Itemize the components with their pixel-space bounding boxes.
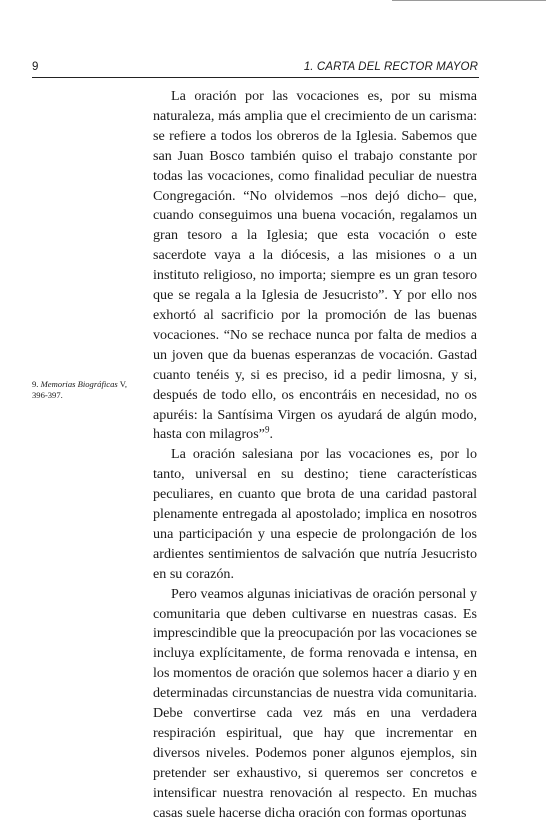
paragraph-text: La oración por las vocaciones es, por su misma naturaleza, más amplia que el crecimiento de un carisma: se refiere a todos los obreros de la Iglesia. Sabemos que san Juan Bosco también quiso el trabajo constante por todas las vocaciones, como finalidad peculiar de nuestra Congregación. “No olvidemos –nos dejó dicho– que, cuando conseguimos una buena vocación, regalamos un gran tesoro a la Iglesia; que esta vocación o este sacerdote vaya a la diócesis, a las misiones o a un instituto religioso, no importa; siempre es un gran tesoro que se regala a la Iglesia de Jesucristo”. Y por ello nos exhortó al sacrificio por la promoción de las buenas vocaciones. “No se rechace nunca por falta de medios a un joven que da buenas esperanzas de vocación. Gastad cuanto tenéis y, si es preciso, id a pedir limosna, y si, después de todo ello, os encontráis en necesidad, no os apuréis: la Santísima Virgen os ayudará de algún modo, hasta con milagros” bbox=[153, 88, 477, 443]
page-number: 9 bbox=[32, 61, 39, 73]
footnote-source-title: Memorias Biográficas bbox=[40, 379, 118, 389]
paragraph bbox=[153, 585, 477, 824]
paragraph bbox=[153, 87, 477, 445]
header-rule bbox=[32, 77, 479, 78]
running-title: 1. CARTA DEL RECTOR MAYOR bbox=[303, 61, 478, 73]
paragraph bbox=[153, 445, 477, 584]
paragraph-text: Pero veamos algunas iniciativas de oración personal y comunitaria que deben cultivarse en nuestras casas. Es imprescindible que la preocupación por las vocaciones se incluya explícitamente, de forma renovada e intensa, en los momentos de oración que solemos hacer a diario y en determinadas circunstancias de nuestra vida comunitaria. Debe convertirse cada vez más en una verdadera respiración espiritual, que hay que incrementar en diversos niveles. Podemos poner algunos ejemplos, sin pretender ser exhaustivo, si queremos ser concretos e intensificar nuestra renovación al respecto. En muchas casas suele hacerse dicha oración con formas oportunas bbox=[153, 585, 477, 821]
footnote-source-ref: V, 396-397. bbox=[32, 379, 127, 400]
footnote-reference[interactable]: 9 bbox=[264, 424, 270, 435]
paragraph-tail: . bbox=[269, 426, 273, 443]
footnote-number: 9. bbox=[32, 379, 39, 389]
page-header bbox=[32, 58, 478, 76]
paragraph-text: La oración salesiana por las vocaciones es, por lo tanto, universal en su destino; tiene características peculiares, en cuanto que brota de una caridad pastoral plenamente entregada al apostolado; implica en nosotros una participación y una especie de prolongación de los ardientes sentimientos de salvación que nutría Jesucristo en su corazón. bbox=[153, 446, 477, 582]
main-text bbox=[153, 87, 477, 824]
top-edge-rule bbox=[392, 0, 546, 1]
sidenote-footnote bbox=[32, 379, 144, 401]
